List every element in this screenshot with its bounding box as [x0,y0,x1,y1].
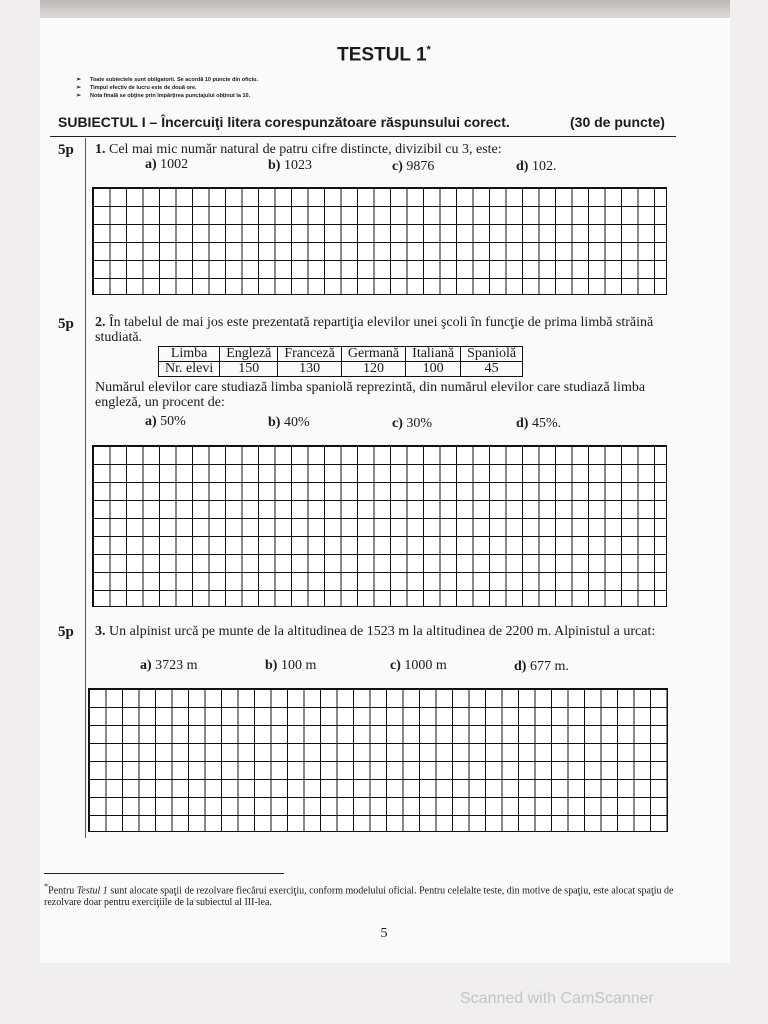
arrow-bullet-icon: ➢ [76,77,82,83]
answer-option-b[interactable]: b) 100 m [265,658,317,673]
points-column-divider [85,138,86,838]
scanner-watermark: Scanned with CamScanner [460,990,654,1007]
answer-option-d[interactable]: d) 45%. [516,416,562,431]
answer-option-a[interactable]: a) 50% [145,414,186,429]
exam-rules [76,76,258,100]
table-cell: 45 [461,362,523,377]
table-cell: 100 [406,362,461,377]
answer-option-a[interactable]: a) 1002 [145,157,189,172]
table-cell: Nr. elevi [159,362,220,377]
answer-option-b[interactable]: b) 1023 [268,158,312,173]
question-text: 3. Un alpinist urcă pe munte de la altitudinea de 1523 m la altitudinea de 2200 m. Alpinistul a urcat: [95,624,656,639]
rule-item: ➢ Toate subiectele sunt obligatorii. Se acordă 10 puncte din oficiu. [76,77,258,83]
question-points: 5p [58,142,74,158]
table-cell: Franceză [278,347,342,362]
arrow-bullet-icon: ➢ [76,93,82,99]
rule-item: ➢ Timpul efectiv de lucru este de două ore. [76,85,197,91]
rule-item: ➢ Nota finală se obţine prin împărţirea punctajului obţinut la 10. [76,93,251,99]
question-text-continued: Numărul elevilor care studiază limba spaniolă reprezintă, din numărul elevilor care studiază limba engleză, un procent de: [95,380,646,410]
table-cell: Limba [159,347,220,362]
footnote-divider [44,873,284,874]
table-cell: Engleză [220,347,278,362]
table-cell: 120 [341,362,405,377]
question-points: 5p [58,624,74,640]
arrow-bullet-icon: ➢ [76,85,82,91]
answer-grid[interactable] [92,187,667,295]
test-title: TESTUL 1* [337,44,431,66]
page-number: 5 [380,926,388,941]
table-cell: Germană [341,347,405,362]
table-cell: 130 [278,362,342,377]
heading-divider [50,136,676,137]
table-row [159,347,523,362]
language-table [158,346,523,377]
answer-option-d[interactable]: d) 102. [516,159,557,174]
answer-option-c[interactable]: c) 30% [392,416,433,431]
answer-option-c[interactable]: c) 9876 [392,159,435,174]
question-text: 1. Cel mai mic număr natural de patru cifre distincte, divizibil cu 3, este: [95,142,502,157]
subject-points: (30 de puncte) [570,114,665,130]
table-cell: Italiană [406,347,461,362]
answer-option-d[interactable]: d) 677 m. [514,659,569,674]
answer-option-b[interactable]: b) 40% [268,415,310,430]
answer-grid[interactable] [92,445,667,607]
answer-option-c[interactable]: c) 1000 m [390,658,447,673]
table-cell: Spaniolă [461,347,523,362]
question-text: 2. În tabelul de mai jos este prezentată repartiţia elevilor unei şcoli în funcţie de prima limbă străină studiată. [95,315,654,345]
table-cell: 150 [220,362,278,377]
footnote: *Pentru Testul 1 sunt alocate spaţii de rezolvare fiecărui exerciţiu, conform modelului oficial. Pentru celelalte teste, din motive de spaţiu, este alocat spaţiu de rezolvare doar pentru exerciţiile de la subiectul al III-lea. [44,882,674,909]
subject-heading: SUBIECTUL I – Încercuiţi litera corespunzătoare răspunsului corect. [58,114,510,130]
table-row [159,362,523,377]
answer-grid[interactable] [88,688,668,832]
question-points: 5p [58,316,74,332]
answer-option-a[interactable]: a) 3723 m [140,658,198,673]
